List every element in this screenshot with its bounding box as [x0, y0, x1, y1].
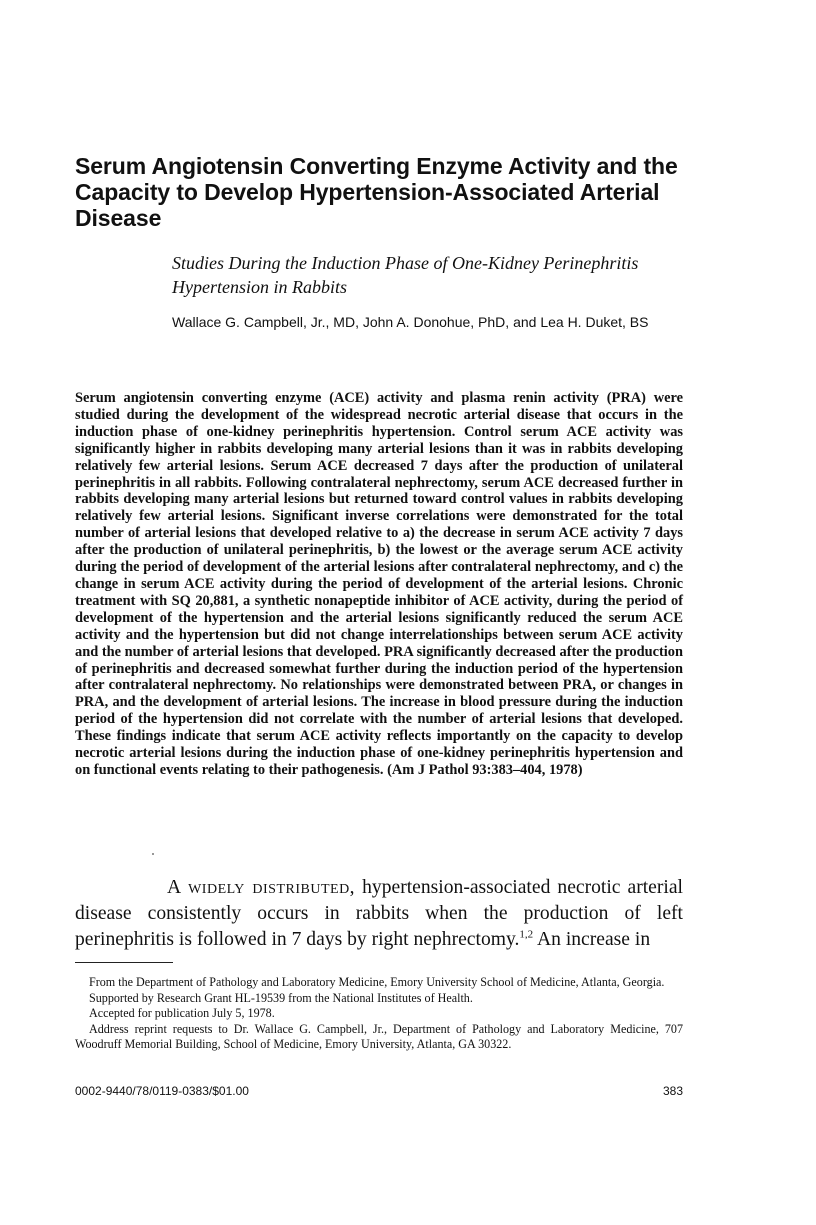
body-text-continued: An increase in	[533, 929, 651, 950]
page-footer	[75, 1084, 683, 1098]
footnote-accepted: Accepted for publication July 5, 1978.	[89, 1006, 275, 1020]
article-title: Serum Angiotensin Converting Enzyme Activity and the Capacity to Develop Hypertension-Associated Arterial Disease	[75, 153, 678, 231]
stray-mark	[152, 853, 154, 855]
footnote-reprint: Address reprint requests to Dr. Wallace G. Campbell, Jr., Department of Pathology and Laboratory Medicine, 707 Woodruff Memorial Building, School of Medicine, Emory University, Atlanta, GA 30322.	[75, 1021, 683, 1051]
body-text-main: hypertension-associated necrotic arterial disease consistently occurs in rabbits when the production of left perinephritis is followed in 7 days by right nephrectomy.	[75, 877, 683, 950]
page-number: 383	[662, 1084, 683, 1098]
article-subtitle: Studies During the Induction Phase of One-Kidney Perinephritis Hypertension in Rabbits	[172, 253, 639, 297]
lead-in-smallcaps: A widely distributed,	[167, 877, 356, 898]
reference-superscript: 1,2	[519, 928, 534, 941]
footnote-rule	[75, 962, 173, 963]
publication-code: 0002-9440/78/0119-0383/$01.00	[75, 1084, 249, 1098]
footnote-grant: Supported by Research Grant HL-19539 from the National Institutes of Health.	[89, 990, 473, 1005]
author-list: Wallace G. Campbell, Jr., MD, John A. Donohue, PhD, and Lea H. Duket, BS	[172, 314, 649, 330]
footnotes	[75, 975, 683, 1053]
footnote-affiliation: From the Department of Pathology and Laboratory Medicine, Emory University School of Medicine, Atlanta, Georgia.	[89, 975, 665, 989]
abstract: Serum angiotensin converting enzyme (ACE) activity and plasma renin activity (PRA) were studied during the development of the widespread necrotic arterial disease that occurs in the induction phase of one-kidney perinephritis hypertension. Control serum ACE activity was significantly higher in rabbits developing many arterial lesions than it was in rabbits developing relatively few arterial lesions. Serum ACE decreased 7 days after the production of unilateral perinephritis in all rabbits. Following contralateral nephrectomy, serum ACE decreased further in rabbits developing many arterial lesions but returned toward control values in rabbits developing relatively few arterial lesions. Significant inverse correlations were demonstrated for the total number of arterial lesions that developed relative to a) the decrease in serum ACE activity 7 days after the production of unilateral perinephritis, b) the lowest or the average serum ACE activity during the period of development of the arterial lesions after contralateral nephrectomy, and c) the change in serum ACE activity during the period of development of the arterial lesions. Chronic treatment with SQ 20,881, a synthetic nonapeptide inhibitor of ACE activity, during the period of development of the hypertension and the arterial lesions significantly reduced the serum ACE activity and the hypertension but did not change interrelationships between serum ACE activity and the number of arterial lesions that developed. PRA significantly decreased after the production of perinephritis and decreased somewhat further during the induction period of the hypertension after contralateral nephrectomy. No relationships were demonstrated between PRA, or changes in PRA, and the development of arterial lesions. The increase in blood pressure during the induction period of the hypertension did not correlate with the number of arterial lesions that developed. These findings indicate that serum ACE activity reflects importantly on the capacity to develop necrotic arterial lesions during the induction phase of one-kidney perinephritis hypertension and on functional events relating to their pathogenesis. (Am J Pathol 93:383–404, 1978)	[75, 390, 683, 778]
body-paragraph	[75, 875, 683, 953]
